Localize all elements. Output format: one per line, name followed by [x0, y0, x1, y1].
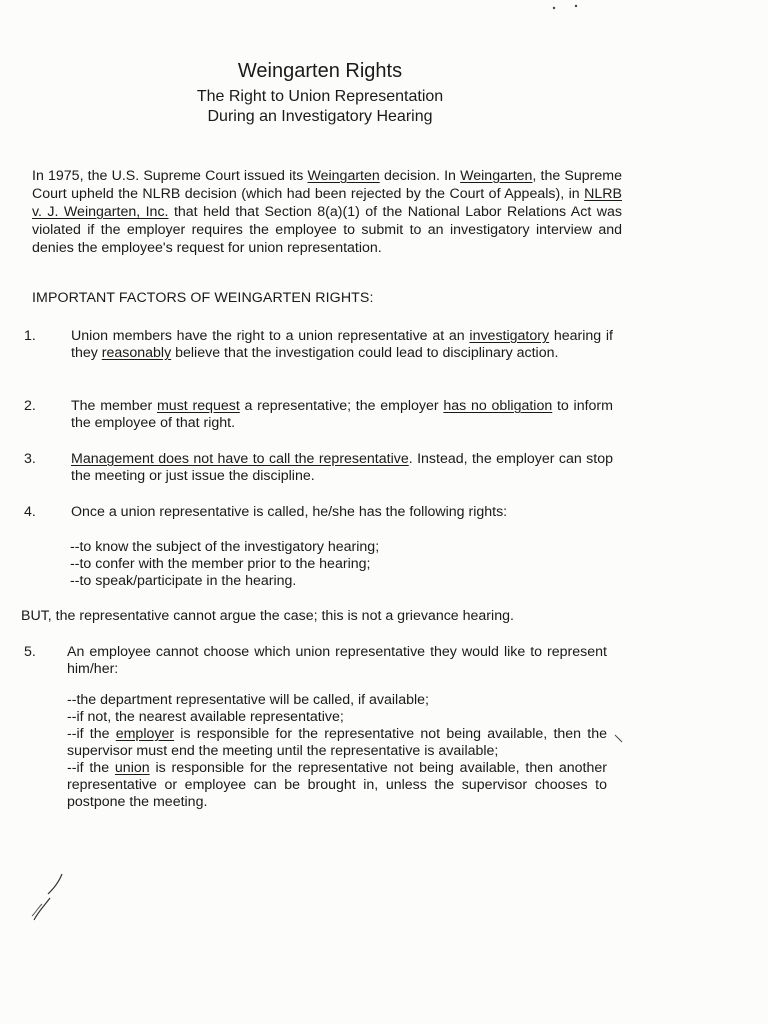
item-emphasis: must request: [156, 398, 240, 414]
page-title: Weingarten Rights: [237, 60, 403, 82]
but-note: BUT, the representative cannot argue the case; this is not a grievance hearing.: [21, 608, 514, 624]
sublist-text: --if the: [67, 760, 115, 776]
sublist-text: is responsible for the representative not being available, then another representative or employee can be brought in, unless the supervisor chooses to postpone the meeting.: [67, 760, 607, 810]
item-text-part: Union members have the right to a union representative at an: [71, 328, 470, 344]
factors-heading: IMPORTANT FACTORS OF WEINGARTEN RIGHTS:: [32, 290, 374, 306]
sublist-item: --to speak/participate in the hearing.: [70, 573, 297, 589]
sublist-item: --if not, the nearest available representative;: [67, 709, 344, 725]
item-text: An employee cannot choose which union representative they would like to represent him/her:: [67, 644, 607, 677]
intro-text: decision. In: [379, 168, 461, 184]
intro-paragraph: [32, 167, 622, 257]
sublist-text: --if the: [67, 726, 116, 742]
item-text-part: hearing if they: [71, 328, 613, 361]
item-text: [71, 398, 613, 432]
intro-text: , the Supreme Court upheld the NLRB decision (which had been rejected by the Court of Appeals), in: [32, 168, 622, 202]
page-subtitle: [0, 87, 640, 127]
item-text: [71, 451, 613, 485]
case-name: Weingarten: [460, 168, 533, 184]
pen-stroke-mark: [28, 868, 88, 928]
scan-speck-mark: [612, 732, 626, 746]
item-number: 2.: [24, 398, 36, 414]
sublist-text: is responsible for the representative not being available, then the supervisor must end the meeting until the representative is available;: [67, 726, 607, 759]
sublist-item: --the department representative will be called, if available;: [67, 692, 429, 708]
scan-speck-mark: [548, 0, 588, 14]
sublist-emphasis: employer: [115, 726, 175, 742]
sublist-emphasis: union: [114, 760, 150, 776]
item-emphasis: reasonably: [101, 345, 172, 361]
case-name: Weingarten: [307, 168, 380, 184]
sublist-item: [67, 726, 607, 760]
item-emphasis: has no obligation: [443, 398, 553, 414]
item-emphasis: investigatory: [469, 328, 550, 344]
intro-text: In 1975, the U.S. Supreme Court issued its: [32, 168, 308, 184]
sublist-item: [67, 760, 607, 811]
representative-sublist: [67, 692, 607, 811]
item-text: [71, 328, 613, 362]
item-text-part: The member: [71, 398, 157, 414]
item-text-part: to inform the employee of that right.: [71, 398, 613, 431]
rights-sublist: [70, 539, 379, 590]
item-emphasis: Management does not have to call the representative: [71, 451, 409, 467]
sublist-item: --to know the subject of the investigatory hearing;: [70, 539, 380, 555]
item-number: 3.: [24, 451, 36, 467]
case-citation: NLRB v. J. Weingarten, Inc.: [32, 186, 622, 220]
item-number: 4.: [24, 504, 36, 520]
intro-text: that held that Section 8(a)(1) of the National Labor Relations Act was violated if the employer requires the employee to submit to an investigatory interview and denies the employee's request for union representation.: [32, 204, 622, 256]
subtitle-line-2: During an Investigatory Hearing: [207, 108, 433, 125]
subtitle-line-1: The Right to Union Representation: [196, 88, 444, 105]
item-number: 1.: [24, 328, 36, 344]
item-text-part: a representative; the employer: [239, 398, 444, 414]
item-number: 5.: [24, 644, 36, 660]
item-text: Once a union representative is called, he/she has the following rights:: [71, 504, 508, 520]
item-text-part: . Instead, the employer can stop the meeting or just issue the discipline.: [71, 451, 613, 484]
item-text-part: believe that the investigation could lead to disciplinary action.: [171, 345, 559, 361]
sublist-item: --to confer with the member prior to the hearing;: [70, 556, 371, 572]
